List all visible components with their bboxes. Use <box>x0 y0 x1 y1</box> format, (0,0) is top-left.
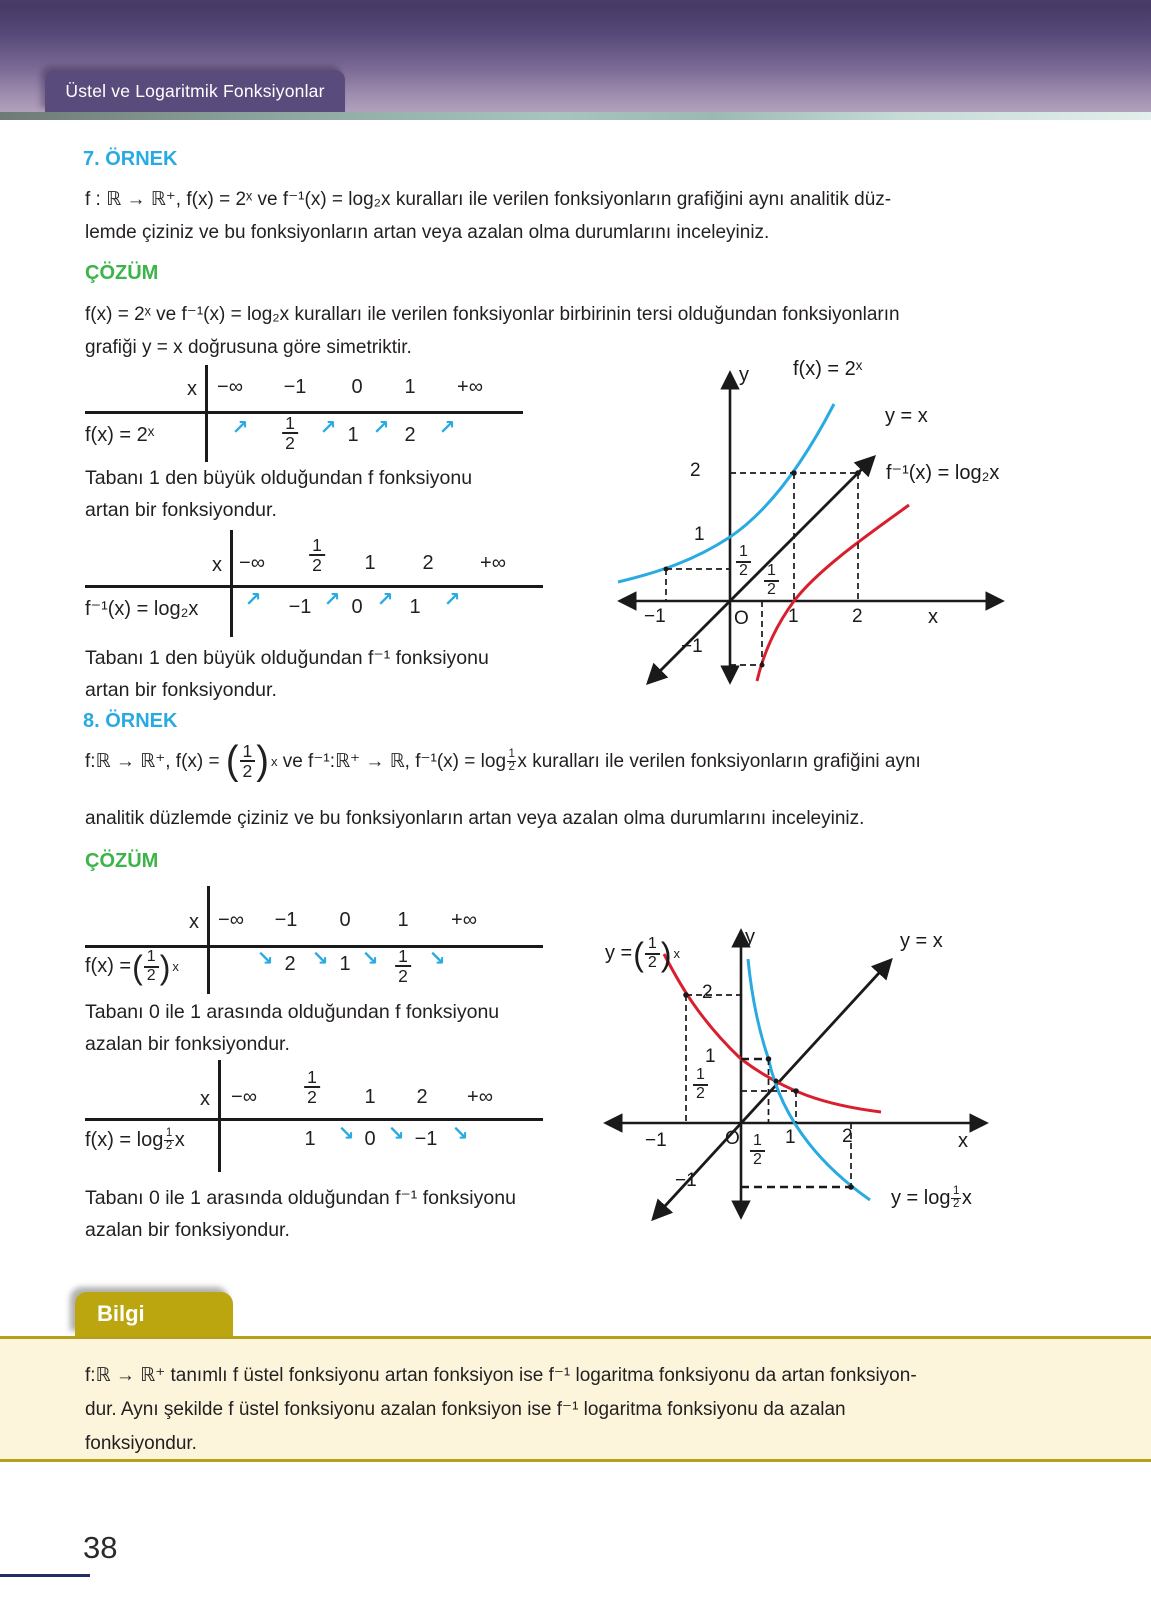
table-vertical-rule <box>218 1060 221 1172</box>
table-vertical-rule <box>207 886 210 994</box>
y-tick-half: $\frac{1}{2}$ <box>736 543 751 580</box>
example7-solution-line1: f(x) = 2ˣ ve f⁻¹(x) = log₂x kuralları ile verilen fonksiyonlar birbirinin tersi olduğundan fonksiyonların <box>85 304 900 325</box>
table-value-cell: −1 <box>414 1128 438 1150</box>
increase-arrow-icon: ↗ <box>244 589 262 611</box>
example8-problem-line1 <box>85 739 921 784</box>
origin-label: O <box>734 608 749 629</box>
graph-exp-log-base-half <box>595 920 1025 1230</box>
table-header-cell: −∞ <box>218 909 244 931</box>
table-header-cell: −1 <box>283 376 307 398</box>
variation-table-f-half-pow-x <box>85 883 545 997</box>
table-corner-x: x <box>187 378 197 400</box>
table-value-cell: 0 <box>351 596 363 618</box>
x-tick-half: $\frac{1}{2}$ <box>764 562 779 599</box>
note-f-increasing: Tabanı 1 den büyük olduğundan f fonksiyonu artan bir fonksiyondur. <box>85 467 473 521</box>
log-base-one-half: 1 2 <box>952 1185 960 1210</box>
table-header-cell: +∞ <box>480 552 506 574</box>
decrease-arrow-icon: ↘ <box>428 948 446 970</box>
x-tick-2: 2 <box>842 1126 853 1147</box>
paren-open: ( <box>633 934 644 973</box>
y-axis-label: y <box>745 926 755 948</box>
decrease-arrow-icon: ↘ <box>451 1123 469 1145</box>
page-number: 38 <box>83 1530 118 1565</box>
table-header-cell: 0 <box>339 909 351 931</box>
table-value-cell: 1 <box>304 1128 316 1150</box>
origin-label: O <box>725 1128 740 1149</box>
graph1-canvas <box>595 350 1035 695</box>
fraction-one-half: $\frac{1}{2}$ <box>395 947 411 986</box>
info-text: f:ℝ → ℝ⁺ tanımlı f üstel fonksiyonu artan fonksiyon ise f⁻¹ logaritma fonksiyonu da artan fonksiyon- dur. Aynı şekilde f üstel fonksiyonu azalan fonksiyon ise f⁻¹ logaritma fonksiyonu da azalan fonksiyondur. <box>85 1365 917 1454</box>
increase-arrow-icon: ↗ <box>376 589 394 611</box>
y-tick-1: 1 <box>705 1046 716 1067</box>
table-header-cell: 2 <box>416 1086 428 1108</box>
decrease-arrow-icon: ↘ <box>387 1123 405 1145</box>
table-header-cell: −1 <box>274 909 298 931</box>
info-tab <box>75 1292 233 1336</box>
curve-label-exp: f(x) = 2ˣ <box>793 358 863 380</box>
table-header-cell: 0 <box>351 376 363 398</box>
increase-arrow-icon: ↗ <box>372 417 390 439</box>
curve-label-exp: y = ( $\frac{1}{2}$ ) x <box>605 934 680 973</box>
table-corner-x: x <box>189 911 199 933</box>
curve-label-log: f⁻¹(x) = log₂x <box>886 462 1000 484</box>
note-finv-increasing: Tabanı 1 den büyük olduğundan f⁻¹ fonksiyonu artan bir fonksiyondur. <box>85 647 489 701</box>
table-header-cell: 1 <box>397 909 409 931</box>
table-header-cell: −∞ <box>231 1086 257 1108</box>
x-tick-half: $\frac{1}{2}$ <box>750 1132 765 1169</box>
paren-close: ) <box>256 739 269 784</box>
increase-arrow-icon: ↗ <box>231 417 249 439</box>
y-axis-label: y <box>739 364 749 386</box>
table-header-cell: 1 <box>404 376 416 398</box>
table-value-cell: 2 <box>404 424 416 446</box>
table-row-label: f(x) = 2ˣ <box>85 424 155 446</box>
table-value-cell: −1 <box>288 596 312 618</box>
table-row-label: f⁻¹(x) = log₂x <box>85 598 199 620</box>
x-tick-minus1: −1 <box>644 606 666 627</box>
table-value-cell: 1 <box>339 953 351 975</box>
header-separator <box>0 112 1151 120</box>
y-tick-half: $\frac{1}{2}$ <box>693 1066 708 1103</box>
log-base-one-half: 1 2 <box>165 1127 173 1152</box>
y-tick-minus1: −1 <box>675 1170 697 1191</box>
table-corner-x: x <box>212 554 222 576</box>
x-tick-1: 1 <box>788 606 799 627</box>
example7-solution-line2: grafiği y = x doğrusuna göre simetriktir. <box>85 337 412 358</box>
fraction-one-half: $\frac{1}{2}$ <box>282 414 298 453</box>
y-tick-2: 2 <box>702 982 713 1003</box>
table-header-cell: −∞ <box>239 552 265 574</box>
fraction-one-half: $\frac{1}{2}$ <box>240 742 256 781</box>
x-tick-2: 2 <box>852 606 863 627</box>
paren-open: ( <box>132 947 143 986</box>
increase-arrow-icon: ↗ <box>323 589 341 611</box>
table-header-cell: 1 <box>364 1086 376 1108</box>
variation-table-finv-log2 <box>85 528 545 640</box>
paren-close: ) <box>159 947 171 986</box>
table-horizontal-rule <box>85 411 523 414</box>
page-number-rule <box>0 1574 90 1577</box>
example8-problem-line2: analitik düzlemde çiziniz ve bu fonksiyonların artan veya azalan olma durumlarını inceleyiniz. <box>85 808 865 829</box>
chapter-title: Üstel ve Logaritmik Fonksiyonlar <box>65 80 325 101</box>
line-label-y-equals-x: y = x <box>885 405 928 427</box>
increase-arrow-icon: ↗ <box>438 417 456 439</box>
y-tick-minus1: −1 <box>681 636 703 657</box>
x-tick-1: 1 <box>785 1127 796 1148</box>
table-header-cell: +∞ <box>467 1086 493 1108</box>
formula-text: f:ℝ → ℝ⁺, f(x) = <box>85 750 225 772</box>
table-vertical-rule <box>205 365 208 462</box>
example7-heading: 7. ÖRNEK <box>83 148 178 170</box>
formula-text: x kuralları ile verilen fonksiyonların grafiğini aynı <box>517 750 921 772</box>
table-horizontal-rule <box>85 1118 543 1121</box>
curve-label-log: y = log 1 2 x <box>891 1185 972 1210</box>
table-row-label: f(x) = ( $\frac{1}{2}$ ) x <box>85 947 179 986</box>
variation-table-f-log-half <box>85 1058 545 1174</box>
example7-problem-line2: lemde çiziniz ve bu fonksiyonların artan veya azalan olma durumlarını inceleyiniz. <box>85 222 770 243</box>
exponent-x: x <box>172 959 179 975</box>
y-tick-2: 2 <box>690 460 701 481</box>
example7-solution-heading: ÇÖZÜM <box>85 262 159 284</box>
fraction-one-half: $\frac{1}{2}$ <box>304 1068 320 1107</box>
paren-close: ) <box>660 934 672 973</box>
log-base-one-half: 1 2 <box>508 748 515 773</box>
info-tab-label: Bilgi <box>97 1301 145 1326</box>
table-row-label: f(x) = log 1 2 x <box>85 1127 185 1152</box>
table-corner-x: x <box>200 1088 210 1110</box>
table-vertical-rule <box>230 530 233 637</box>
table-value-cell: 2 <box>284 953 296 975</box>
fraction-one-half: $\frac{1}{2}$ <box>309 536 325 575</box>
example8-solution-heading: ÇÖZÜM <box>85 850 159 872</box>
formula-text: ve f⁻¹:ℝ⁺ → ℝ, f⁻¹(x) = log <box>277 750 507 772</box>
table-value-cell: 1 <box>347 424 359 446</box>
table-header-cell: +∞ <box>451 909 477 931</box>
example8-heading: 8. ÖRNEK <box>83 710 178 732</box>
exponent-x: x <box>270 753 278 769</box>
table-header-cell: +∞ <box>457 376 483 398</box>
decrease-arrow-icon: ↘ <box>311 948 329 970</box>
table-header-cell: −∞ <box>217 376 243 398</box>
increase-arrow-icon: ↗ <box>443 589 461 611</box>
graph-exp-log-base2 <box>595 350 1035 695</box>
fraction-one-half: $\frac{1}{2}$ <box>144 949 159 985</box>
decrease-arrow-icon: ↘ <box>337 1123 355 1145</box>
info-box <box>0 1336 1151 1462</box>
x-axis-label: x <box>958 1130 968 1152</box>
decrease-arrow-icon: ↘ <box>361 948 379 970</box>
table-header-cell: 1 <box>364 552 376 574</box>
table-header-cell: 2 <box>422 552 434 574</box>
increase-arrow-icon: ↗ <box>319 417 337 439</box>
variation-table-f-2x <box>85 362 525 465</box>
x-tick-minus1: −1 <box>645 1130 667 1151</box>
exponent-x: x <box>673 946 680 962</box>
decrease-arrow-icon: ↘ <box>256 948 274 970</box>
paren-open: ( <box>225 739 239 784</box>
table-value-cell: 0 <box>364 1128 376 1150</box>
x-axis-label: x <box>928 606 938 628</box>
table-horizontal-rule <box>85 585 543 588</box>
example7-problem <box>85 183 1075 249</box>
chapter-tab <box>45 70 345 112</box>
fraction-one-half: $\frac{1}{2}$ <box>645 936 660 972</box>
table-value-cell: 1 <box>409 596 421 618</box>
line-label-y-equals-x: y = x <box>900 930 943 952</box>
note-finv-decreasing: Tabanı 0 ile 1 arasında olduğundan f⁻¹ fonksiyonu azalan bir fonksiyondur. <box>85 1187 516 1241</box>
note-f-decreasing: Tabanı 0 ile 1 arasında olduğundan f fonksiyonu azalan bir fonksiyondur. <box>85 1001 500 1055</box>
example7-problem-line1: f : ℝ → ℝ⁺, f(x) = 2ˣ ve f⁻¹(x) = log₂x kuralları ile verilen fonksiyonların grafiğini aynı analitik düz- <box>85 189 892 210</box>
y-tick-1: 1 <box>694 524 705 545</box>
